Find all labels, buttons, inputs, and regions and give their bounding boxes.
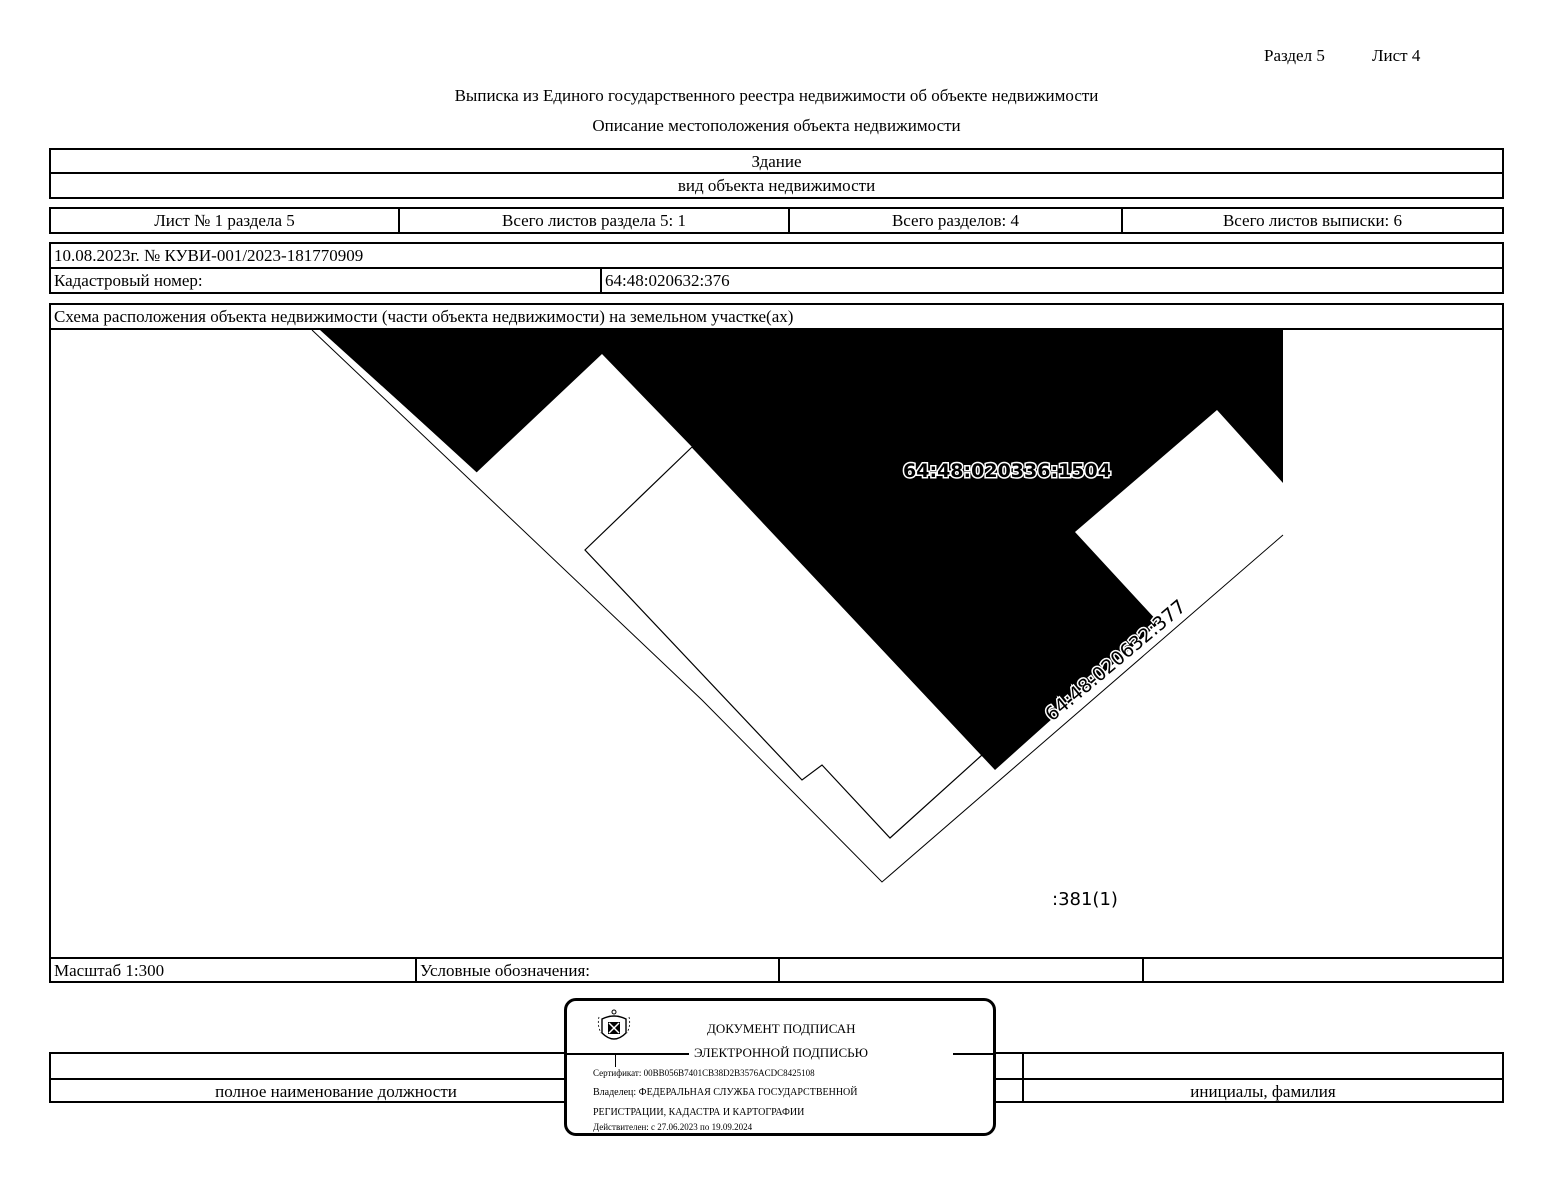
object-kind-row bbox=[49, 148, 1504, 174]
parcel-shape bbox=[320, 330, 1283, 770]
legend-cell-empty bbox=[1142, 959, 1502, 981]
legend-label: Условные обозначения: bbox=[415, 959, 778, 981]
sheet-info-row bbox=[49, 207, 1504, 234]
total-sections: Всего разделов: 4 bbox=[788, 209, 1121, 232]
signature-stamp bbox=[564, 998, 996, 1136]
cadastral-row bbox=[49, 267, 1504, 294]
scheme-map bbox=[49, 328, 1504, 959]
stamp-line-1: ДОКУМЕНТ ПОДПИСАН bbox=[707, 1021, 856, 1036]
stamp-line-2: ЭЛЕКТРОННОЙ ПОДПИСЬЮ bbox=[694, 1045, 868, 1060]
sheet-number: Лист 4 bbox=[1372, 46, 1421, 65]
section-sheets: Всего листов раздела 5: 1 bbox=[398, 209, 788, 232]
name-caption: инициалы, фамилия bbox=[1190, 1082, 1336, 1101]
emblem-icon bbox=[597, 1007, 631, 1047]
cadastral-label: Кадастровый номер: bbox=[54, 271, 203, 290]
stamp-rule-left bbox=[567, 1053, 689, 1055]
stamp-owner-2: РЕГИСТРАЦИИ, КАДАСТРА И КАРТОГРАФИИ bbox=[593, 1107, 805, 1118]
scheme-drawing bbox=[51, 328, 1504, 959]
section-number: Раздел 5 bbox=[1264, 46, 1325, 65]
signature-divider bbox=[1022, 1054, 1024, 1080]
total-sheets: Всего листов выписки: 6 bbox=[1121, 209, 1502, 232]
stamp-rule-right bbox=[953, 1053, 993, 1055]
scheme-footer-row bbox=[49, 957, 1504, 983]
document-title: Выписка из Единого государственного реестра недвижимости об объекте недвижимости bbox=[454, 86, 1099, 105]
label-parcel-377: 64:48:020632:377 bbox=[1041, 595, 1191, 726]
record-date-number: 10.08.2023г. № КУВИ-001/2023-181770909 bbox=[54, 246, 364, 265]
object-kind-caption: вид объекта недвижимости bbox=[677, 176, 876, 195]
cadastral-value: 64:48:020632:376 bbox=[600, 269, 1502, 292]
document-subtitle: Описание местоположения объекта недвижимости bbox=[592, 116, 961, 135]
object-kind-caption-row bbox=[49, 172, 1504, 199]
sheet-no: Лист № 1 раздела 5 bbox=[154, 211, 295, 230]
scheme-title: Схема расположения объекта недвижимости (части объекта недвижимости) на земельном участке(ах) bbox=[54, 307, 794, 326]
record-row bbox=[49, 242, 1504, 269]
position-caption: полное наименование должности bbox=[215, 1082, 457, 1101]
stamp-owner: Владелец: ФЕДЕРАЛЬНАЯ СЛУЖБА ГОСУДАРСТВЕННОЙ bbox=[593, 1087, 858, 1098]
stamp-certificate: Сертификат: 00BB056B7401CB38D2B3576ACDC8425108 bbox=[593, 1068, 815, 1078]
scheme-title-row bbox=[49, 303, 1504, 330]
stamp-tick bbox=[615, 1053, 616, 1067]
label-part-381: :381(1) bbox=[1052, 889, 1118, 910]
legend-cell-empty bbox=[778, 959, 1142, 981]
label-parcel-1504: 64:48:020336:1504 bbox=[903, 460, 1111, 482]
scale-label: Масштаб 1:300 bbox=[54, 960, 165, 980]
stamp-valid: Действителен: с 27.06.2023 по 19.09.2024 bbox=[593, 1122, 753, 1132]
object-kind-value: Здание bbox=[751, 151, 802, 171]
